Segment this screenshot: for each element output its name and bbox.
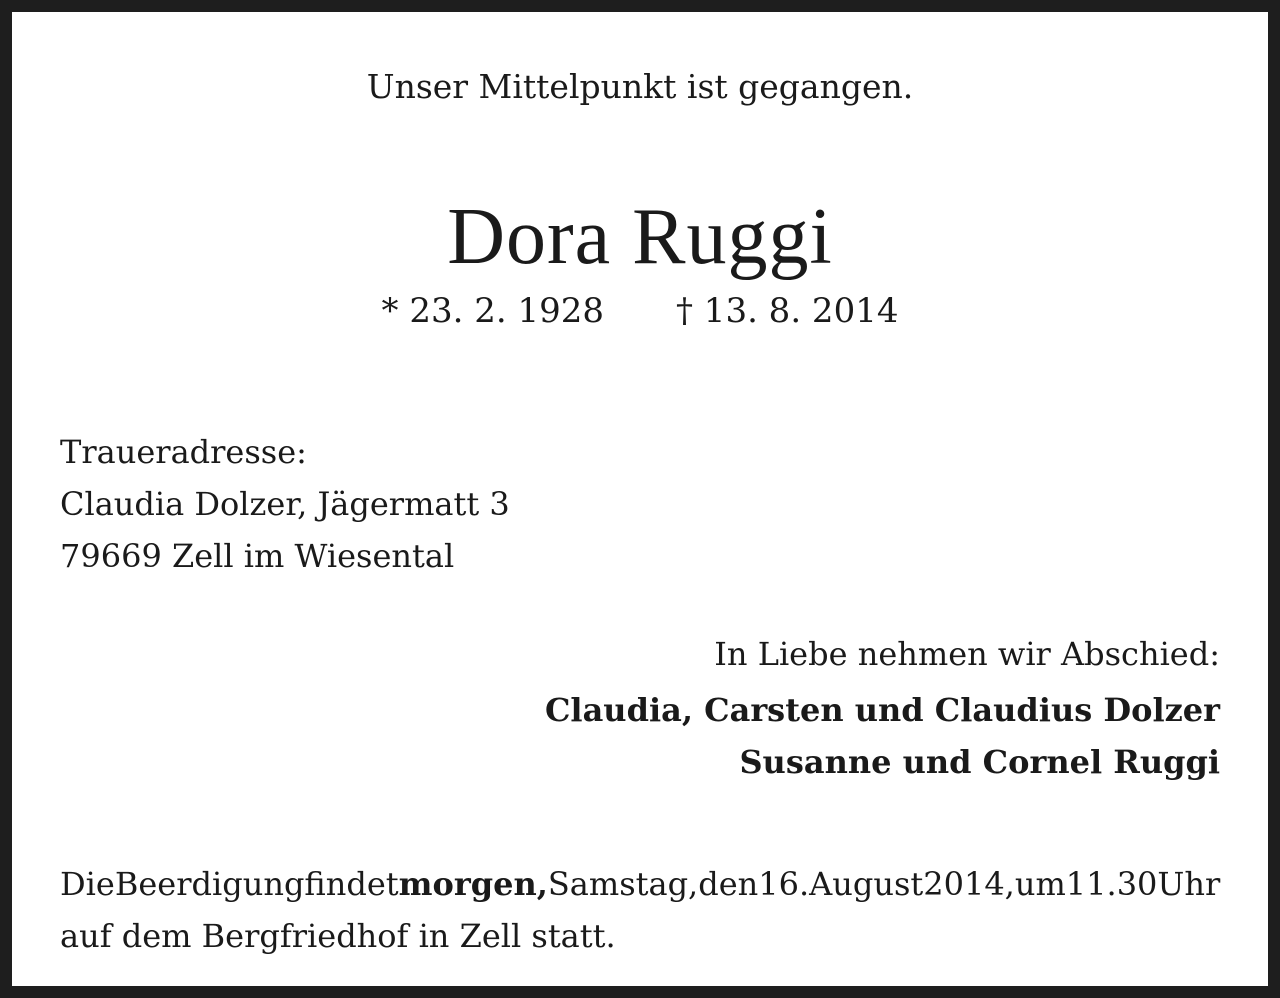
funeral-word: Samstag,: [547, 865, 699, 903]
deceased-name: Dora Ruggi: [447, 193, 833, 281]
funeral-word: 2014,: [923, 865, 1015, 903]
funeral-word: Die: [60, 865, 115, 903]
farewell-text: In Liebe nehmen wir Abschied:: [714, 635, 1220, 673]
death-date: † 13. 8. 2014: [676, 291, 899, 331]
funeral-word: Uhr: [1157, 865, 1221, 903]
funeral-emphasis: morgen,: [398, 865, 548, 903]
address-line-1: Claudia Dolzer, Jägermatt 3: [60, 485, 510, 523]
funeral-info: [60, 858, 1220, 962]
address-label: Traueradresse:: [60, 433, 307, 471]
address-line-2: 79669 Zell im Wiesental: [60, 537, 455, 575]
mourners-line-2: Susanne und Cornel Ruggi: [739, 743, 1220, 781]
birth-date: * 23. 2. 1928: [381, 291, 604, 331]
headline: Unser Mittelpunkt ist gegangen.: [366, 67, 914, 106]
life-dates: [12, 291, 1268, 331]
funeral-word: findet: [304, 865, 399, 903]
funeral-word: den: [698, 865, 759, 903]
funeral-line-2: auf dem Bergfriedhof in Zell statt.: [60, 917, 616, 955]
mourners-line-1: Claudia, Carsten und Claudius Dolzer: [544, 691, 1220, 729]
funeral-word: Beerdigung: [114, 865, 305, 903]
funeral-line-1: [60, 858, 1220, 910]
funeral-word: August: [809, 865, 924, 903]
funeral-word: um: [1014, 865, 1066, 903]
funeral-word: 11.30: [1065, 865, 1158, 903]
funeral-word: 16.: [758, 865, 810, 903]
